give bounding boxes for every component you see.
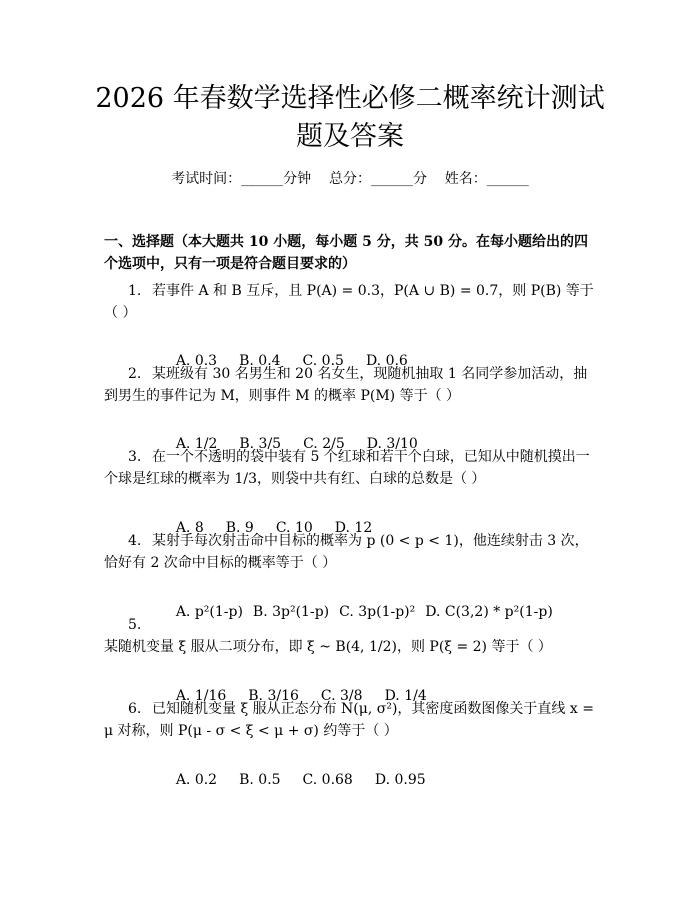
- question-6-options: [158, 753, 448, 807]
- option-d: D. C(3,2) * p²(1-p): [425, 604, 553, 620]
- option-d: D. 0.95: [374, 772, 426, 788]
- question-text: 某班级有 30 名男生和 20 名女生，现随机抽取 1 名同学参加活动，抽到男生的事件记为 M，则事件 M 的概率 P(M) 等于（ ）: [104, 366, 588, 404]
- option-a: A. 1/2: [175, 436, 218, 452]
- question-number: 4.: [128, 533, 142, 549]
- option-b: B. 0.4: [239, 353, 281, 369]
- option-d: D. 12: [334, 520, 373, 536]
- option-d: D. 0.6: [365, 353, 408, 369]
- question-6: [104, 698, 596, 742]
- exam-info-line: 考试时间：______分钟 总分：______分 姓名：______: [171, 171, 529, 187]
- option-b: B. 3/16: [248, 688, 299, 704]
- option-d: D. 3/10: [366, 436, 418, 452]
- option-b: B. 0.5: [239, 772, 281, 788]
- question-text: 在一个不透明的袋中装有 5 个红球和若干个白球，已知从中随机摸出一个球是红球的概率为 1/3，则袋中共有红、白球的总数是（ ）: [104, 449, 590, 487]
- question-number: 6.: [128, 701, 142, 717]
- question-text: 某随机变量 ξ 服从二项分布，即 ξ ~ B(4, 1/2)，则 P(ξ = 2) 等于（ ）: [104, 639, 552, 655]
- option-a: A. 8: [175, 520, 204, 536]
- question-text: 若事件 A 和 B 互斥，且 P(A) = 0.3，P(A ∪ B) = 0.7，则 P(B) 等于（ ）: [104, 283, 594, 321]
- option-a: A. p²(1-p): [175, 604, 243, 620]
- question-text: 已知随机变量 ξ 服从正态分布 N(μ, σ²)，其密度函数图像关于直线 x = μ 对称，则 P(μ - σ < ξ < μ + σ) 约等于（ ）: [104, 701, 594, 739]
- document-title: 2026 年春数学选择性必修二概率统计测试题及答案: [95, 83, 605, 152]
- question-3: [104, 446, 596, 490]
- question-2: [104, 363, 596, 407]
- option-b: B. 9: [225, 520, 254, 536]
- question-number: 2.: [128, 366, 142, 382]
- question-1: [104, 280, 596, 324]
- question-text: 某射手每次射击命中目标的概率为 p (0 < p < 1)，他连续射击 3 次，恰好有 2 次命中目标的概率等于（ ）: [104, 533, 589, 571]
- option-a: A. 0.2: [175, 772, 218, 788]
- option-c: C. 2/5: [303, 436, 345, 452]
- question-number: 5.: [128, 617, 142, 633]
- option-c: C. 10: [275, 520, 313, 536]
- option-c: C. 3/8: [320, 688, 363, 704]
- question-number: 3.: [128, 449, 142, 465]
- question-number: 1.: [128, 283, 142, 299]
- option-b: B. 3p²(1-p): [252, 604, 330, 620]
- option-c: C. 3p(1-p)²: [339, 604, 416, 620]
- option-a: A. 1/16: [175, 688, 227, 704]
- option-c: C. 0.68: [302, 772, 353, 788]
- option-a: A. 0.3: [175, 353, 218, 369]
- question-4: [104, 530, 596, 574]
- option-d: D. 1/4: [384, 688, 427, 704]
- section-heading: 一、选择题（本大题共 10 小题，每小题 5 分，共 50 分。在每小题给出的四个选项中，只有一项是符合题目要求的）: [104, 234, 588, 272]
- option-c: C. 0.5: [302, 353, 344, 369]
- option-b: B. 3/5: [239, 436, 282, 452]
- question-5: [104, 614, 596, 658]
